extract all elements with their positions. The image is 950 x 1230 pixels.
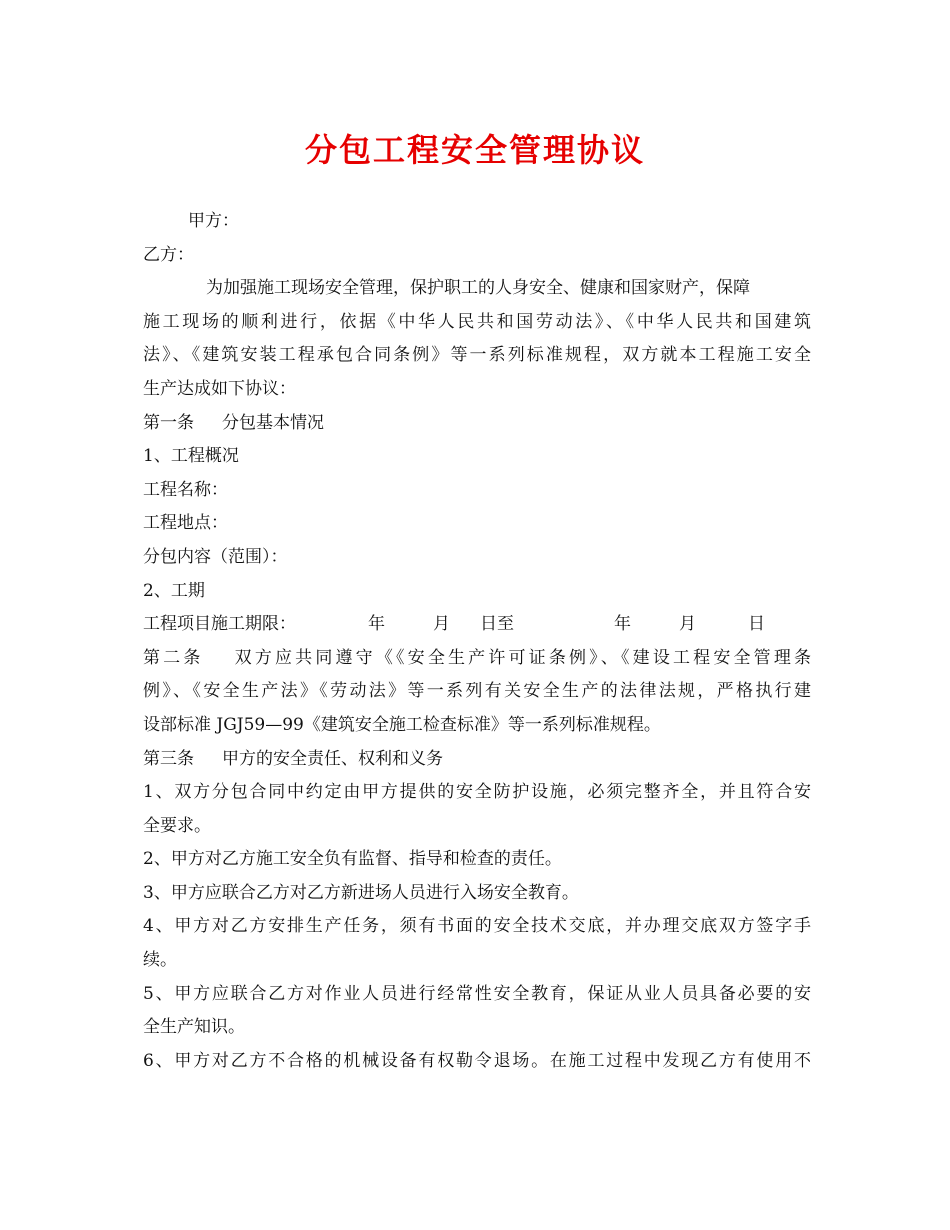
period-label: 工程项目施工期限： [143, 614, 296, 635]
project-name-label: 工程名称： [143, 479, 228, 500]
clause-line: 全生产知识。 [143, 1017, 245, 1038]
article-1-heading [143, 407, 811, 441]
subcontract-scope-label: 分包内容（范围）： [143, 546, 288, 567]
article-2-first-line [143, 642, 811, 676]
project-location-label: 工程地点： [143, 513, 228, 534]
intro-line: 法》、《建筑安装工程承包合同条例》等一系列标准规程，双方就本工程施工安全 [143, 345, 811, 366]
clause-line: 1、双方分包合同中约定由甲方提供的安全防护设施，必须完整齐全，并且符合安 [143, 782, 811, 803]
party-b-label: 乙方： [143, 244, 194, 265]
intro-line: 为加强施工现场安全管理，保护职工的人身安全、健康和国家财产，保障 [206, 278, 750, 299]
section-heading: 2、工期 [143, 580, 205, 601]
construction-period [143, 608, 811, 642]
period-day-start: 日至 [480, 614, 514, 635]
article-title: 甲方的安全责任、权利和义务 [222, 748, 443, 769]
clause-line: 续。 [143, 950, 177, 971]
period-year-end: 年 [614, 614, 631, 635]
article-title: 分包基本情况 [222, 412, 324, 433]
clause-line: 6、甲方对乙方不合格的机械设备有权勒令退场。在施工过程中发现乙方有使用不 [143, 1050, 811, 1071]
period-month-start: 月 [433, 614, 450, 635]
period-day-end: 日 [748, 614, 765, 635]
article-2-line: 例》、《安全生产法》《劳动法》等一系列有关安全生产的法律法规，严格执行建 [143, 681, 811, 702]
clause-line: 4、甲方对乙方安排生产任务，须有书面的安全技术交底，并办理交底双方签字手 [143, 916, 811, 937]
article-number: 第三条 [143, 748, 194, 769]
article-2-line: 设部标准 JGJ59—99《建筑安全施工检查标准》等一系列标准规程。 [143, 714, 661, 735]
article-3-heading [143, 743, 811, 777]
period-month-end: 月 [679, 614, 696, 635]
document-body [143, 205, 811, 1078]
section-heading: 1、工程概况 [143, 446, 239, 467]
intro-line: 生产达成如下协议： [143, 378, 296, 399]
article-number: 第一条 [143, 412, 194, 433]
intro-line: 施工现场的顺利进行，依据《中华人民共和国劳动法》、《中华人民共和国建筑 [143, 311, 811, 332]
document-title: 分包工程安全管理协议 [304, 131, 645, 169]
article-text: 双方应共同遵守《《安全生产许可证条例》、《建设工程安全管理条 [231, 647, 811, 668]
clause-line: 2、甲方对乙方施工安全负有监督、指导和检查的责任。 [143, 849, 562, 870]
party-a-label: 甲方： [188, 211, 239, 231]
clause-line: 3、甲方应联合乙方对乙方新进场人员进行入场安全教育。 [143, 882, 579, 903]
period-year-start: 年 [368, 614, 385, 635]
clause-line: 5、甲方应联合乙方对作业人员进行经常性安全教育，保证从业人员具备必要的安 [143, 983, 811, 1004]
clause-line: 全要求。 [143, 815, 211, 836]
article-number: 第二条 [143, 647, 204, 668]
